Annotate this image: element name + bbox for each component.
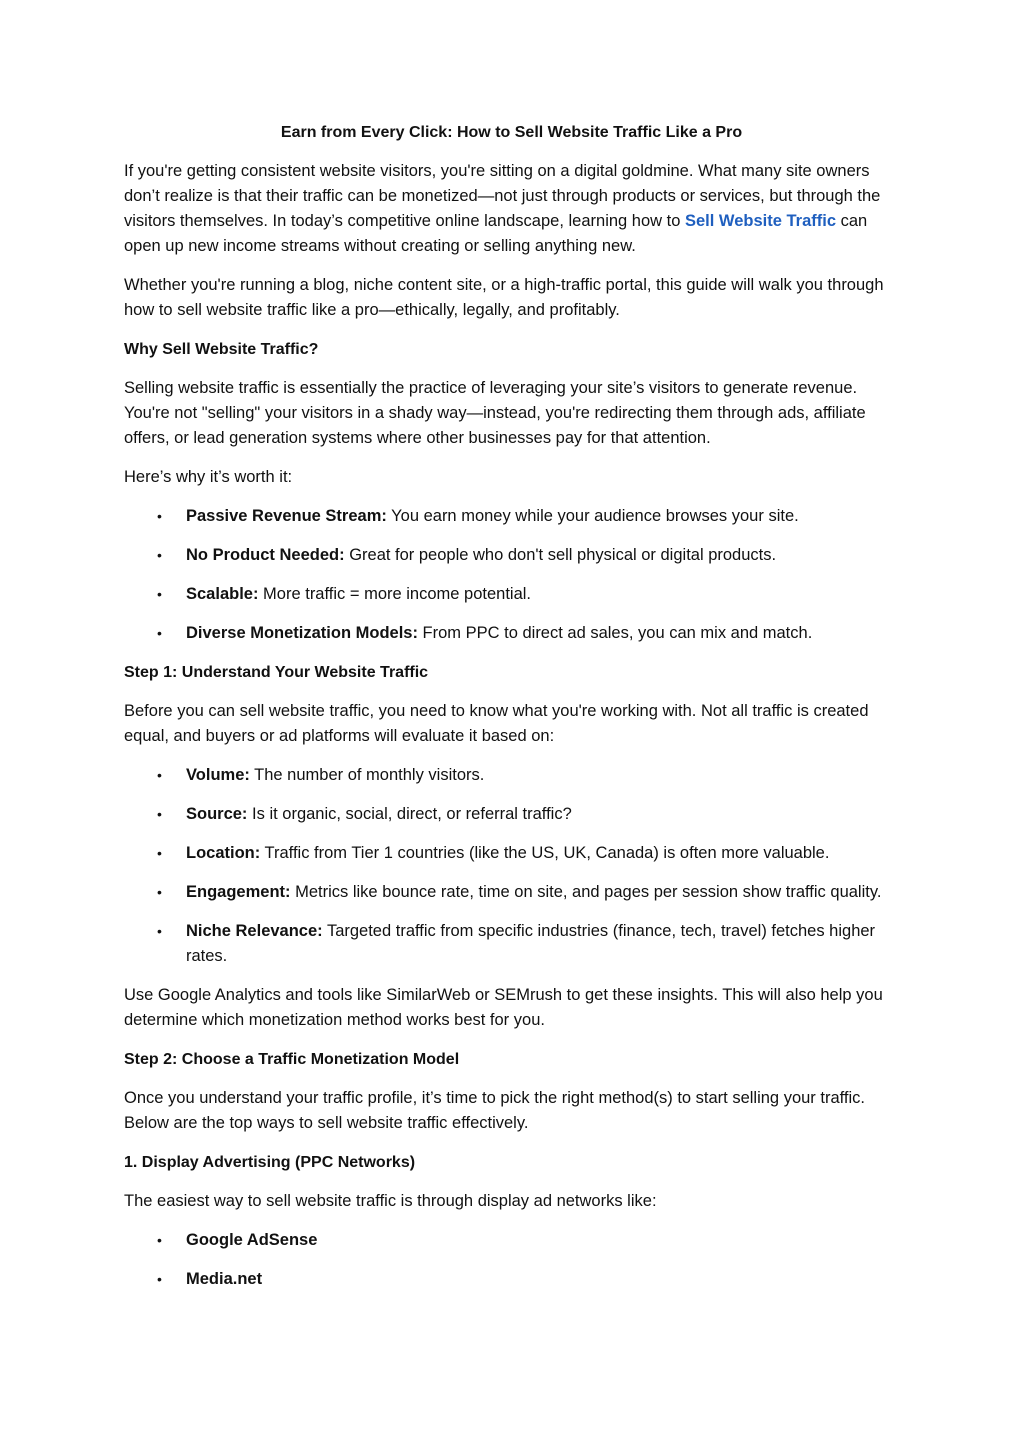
list-item-text: Great for people who don't sell physical or digital products. <box>344 546 777 564</box>
list-item-label: Diverse Monetization Models: <box>186 624 418 642</box>
list-item-text: Metrics like bounce rate, time on site, and pages per session show traffic quality. <box>290 883 882 901</box>
bullet-icon: • <box>157 1232 162 1248</box>
why-list <box>124 504 899 646</box>
list-item-label: Media.net <box>186 1270 263 1288</box>
bullet-icon: • <box>157 845 162 861</box>
step1-after-paragraph: Use Google Analytics and tools like SimilarWeb or SEMrush to get these insights. This will also help you determine which monetization method works best for you. <box>124 986 883 1029</box>
list-item <box>124 621 899 646</box>
list-item-label: Scalable: <box>186 585 259 603</box>
bullet-icon: • <box>157 547 162 563</box>
page-title: Earn from Every Click: How to Sell Website Traffic Like a Pro <box>280 124 743 141</box>
intro-text-after: can open up new income streams without creating or selling anything new. <box>124 212 868 255</box>
bullet-icon: • <box>157 625 162 641</box>
list-item <box>124 543 899 568</box>
intro-paragraph-2: Whether you're running a blog, niche content site, or a high-traffic portal, this guide will walk you through how to sell website traffic like a pro—ethically, legally, and profitably. <box>124 276 884 319</box>
bullet-icon: • <box>157 508 162 524</box>
list-item-text: You earn money while your audience browses your site. <box>386 507 799 525</box>
step2-paragraph: Once you understand your traffic profile, it’s time to pick the right method(s) to start selling your traffic. Below are the top ways to sell website traffic effectively. <box>124 1089 866 1132</box>
list-item-text: Traffic from Tier 1 countries (like the US, UK, Canada) is often more valuable. <box>260 844 830 862</box>
list-item <box>124 763 899 788</box>
why-heading: Why Sell Website Traffic? <box>124 341 319 358</box>
list-item-label: Niche Relevance: <box>186 922 323 940</box>
bullet-icon: • <box>157 1271 162 1287</box>
list-item-text: The number of monthly visitors. <box>249 766 485 784</box>
why-paragraph: Selling website traffic is essentially the practice of leveraging your site’s visitors to generate revenue. You're not "selling" your visitors in a shady way—instead, you're redirecting them through ads, affiliate offers, or lead generation systems where other businesses pay for that attention. <box>124 379 866 447</box>
bullet-icon: • <box>157 767 162 783</box>
list-item-label: No Product Needed: <box>186 546 345 564</box>
list-item-text: More traffic = more income potential. <box>258 585 531 603</box>
list-item-label: Passive Revenue Stream: <box>186 507 387 525</box>
sell-website-traffic-link[interactable]: Sell Website Traffic <box>685 212 836 230</box>
list-item <box>124 802 899 827</box>
list-item <box>124 880 899 905</box>
bullet-icon: • <box>157 586 162 602</box>
list-item-text: Targeted traffic from specific industries (finance, tech, travel) fetches higher rates. <box>186 922 876 965</box>
step1-paragraph: Before you can sell website traffic, you need to know what you're working with. Not all traffic is created equal, and buyers or ad platforms will evaluate it based on: <box>124 702 869 745</box>
bullet-icon: • <box>157 923 162 939</box>
list-item <box>124 1267 899 1292</box>
list-item <box>124 504 899 529</box>
step2-heading: Step 2: Choose a Traffic Monetization Model <box>124 1051 460 1068</box>
list-item-label: Volume: <box>186 766 250 784</box>
list-item <box>124 841 899 866</box>
ad-networks-list <box>124 1228 899 1292</box>
list-item-label: Source: <box>186 805 248 823</box>
step1-list <box>124 763 899 969</box>
why-lead: Here’s why it’s worth it: <box>124 468 293 486</box>
list-item <box>124 582 899 607</box>
list-item-text: Is it organic, social, direct, or referral traffic? <box>247 805 572 823</box>
display-advertising-heading: 1. Display Advertising (PPC Networks) <box>124 1154 416 1171</box>
display-advertising-paragraph: The easiest way to sell website traffic is through display ad networks like: <box>124 1192 657 1210</box>
list-item-label: Engagement: <box>186 883 291 901</box>
document-page <box>124 120 899 1306</box>
bullet-icon: • <box>157 884 162 900</box>
bullet-icon: • <box>157 806 162 822</box>
intro-text-before: If you're getting consistent website visitors, you're sitting on a digital goldmine. What many site owners don’t realize is that their traffic can be monetized—not just through products or services, but through the visitors themselves. In today’s competitive online landscape, learning how to <box>124 162 881 230</box>
step1-heading: Step 1: Understand Your Website Traffic <box>124 664 429 681</box>
list-item-label: Google AdSense <box>186 1231 318 1249</box>
intro-paragraph <box>124 159 899 259</box>
list-item <box>124 919 899 969</box>
list-item-text: From PPC to direct ad sales, you can mix and match. <box>417 624 813 642</box>
list-item <box>124 1228 899 1253</box>
list-item-label: Location: <box>186 844 261 862</box>
